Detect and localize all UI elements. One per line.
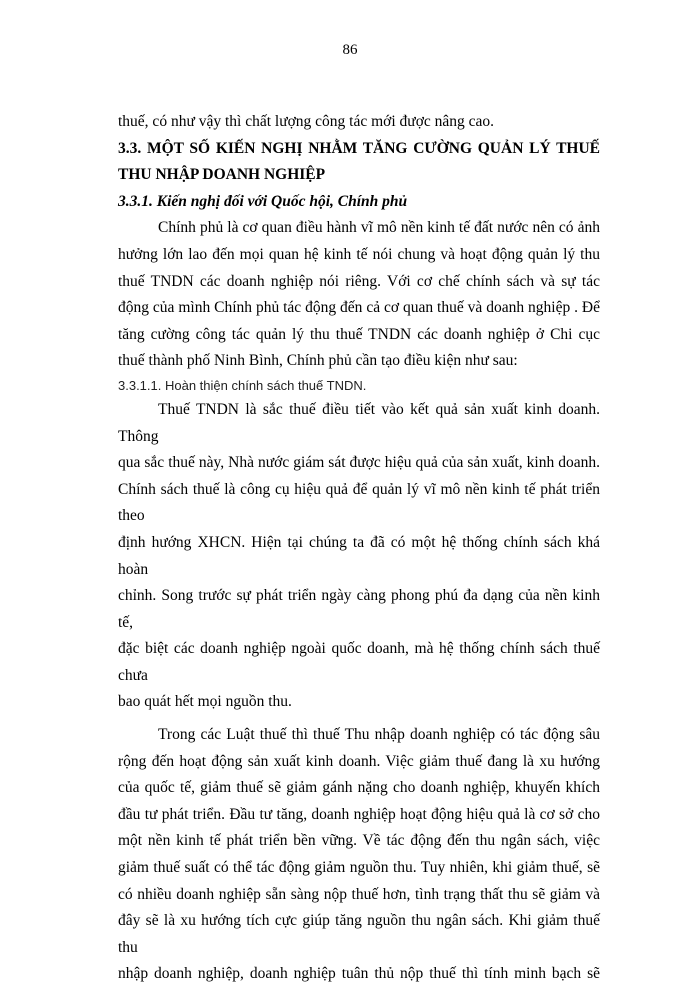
paragraph-3-line: đây sẽ là xu hướng tích cực giúp tăng nguồn thu ngân sách. Khi giảm thuế thu xyxy=(118,912,600,956)
paragraph-1-line: động của mình Chính phủ tác động đến cả cơ quan thuế và doanh nghiệp . Để xyxy=(118,299,600,317)
paragraph-3-line: Trong các Luật thuế thì thuế Thu nhập doanh nghiệp có tác động sâu xyxy=(158,726,600,744)
subsubsection-heading: 3.3.1.1. Hoàn thiện chính sách thuế TNDN. xyxy=(118,377,367,393)
paragraph-3-line: một nền kinh tế phát triển bền vững. Về tác động đến thu ngân sách, việc xyxy=(118,832,600,850)
paragraph-2 xyxy=(118,397,600,716)
paragraph-2-line: Thuế TNDN là sắc thuế điều tiết vào kết quả sản xuất kinh doanh. Thông xyxy=(118,400,600,445)
section-heading xyxy=(118,136,600,189)
paragraph-2-line: đặc biệt các doanh nghiệp ngoài quốc doanh, mà hệ thống chính sách thuế chưa xyxy=(118,640,600,684)
paragraph-1-line: thuế TNDN các doanh nghiệp nói riêng. Với cơ chế chính sách và sự tác xyxy=(118,272,600,290)
paragraph-3-line: giảm thuế suất có thể tác động giảm nguồn thu. Tuy nhiên, khi giảm thuế, sẽ xyxy=(118,859,600,877)
paragraph-2-line: bao quát hết mọi nguồn thu. xyxy=(118,693,292,711)
paragraph-1 xyxy=(118,215,600,375)
paragraph-3-line: rộng đến hoạt động sản xuất kinh doanh. Việc giảm thuế đang là xu hướng xyxy=(118,752,600,770)
paragraph-3 xyxy=(118,722,600,988)
paragraph-3-line: nhập doanh nghiệp, doanh nghiệp tuân thủ nộp thuế thì tính minh bạch sẽ xyxy=(118,965,600,983)
section-heading-line1: 3.3. MỘT SỐ KIẾN NGHỊ NHẰM TĂNG CƯỜNG QUẢN LÝ THUẾ xyxy=(118,139,600,157)
subsection-heading: 3.3.1. Kiến nghị đối với Quốc hội, Chính phủ xyxy=(118,192,408,210)
paragraph-1-line: hưởng lớn lao đến mọi quan hệ kinh tế nói chung và hoạt động quản lý thu xyxy=(118,245,600,263)
paragraph-1-line: thuế thành phố Ninh Bình, Chính phủ cần tạo điều kiện như sau: xyxy=(118,352,518,370)
paragraph-3-line: có nhiều doanh nghiệp sẵn sàng nộp thuế hơn, tình trạng thất thu sẽ giảm và xyxy=(118,885,600,903)
paragraph-2-line: qua sắc thuế này, Nhà nước giám sát được hiệu quả của sản xuất, kinh doanh. xyxy=(118,454,600,472)
paragraph-1-line: tăng cường công tác quản lý thu thuế TNDN các doanh nghiệp ở Chi cục xyxy=(118,325,600,343)
paragraph-2-line: Chính sách thuế là công cụ hiệu quả để quản lý vĩ mô nền kinh tế phát triển theo xyxy=(118,480,600,525)
paragraph-2-line: chỉnh. Song trước sự phát triển ngày càng phong phú đa dạng của nền kinh tế, xyxy=(118,587,600,631)
paragraph-3-line: của quốc tế, giảm thuế sẽ giảm gánh nặng cho doanh nghiệp, khuyến khích xyxy=(118,779,600,797)
paragraph-3-line: đầu tư phát triển. Đầu tư tăng, doanh nghiệp hoạt động hiệu quả là cơ sở cho xyxy=(118,805,600,823)
intro-line: thuế, có như vậy thì chất lượng công tác mới được nâng cao. xyxy=(118,113,495,130)
section-heading-line2: THU NHẬP DOANH NGHIỆP xyxy=(118,166,326,184)
paragraph-2-line: định hướng XHCN. Hiện tại chúng ta đã có một hệ thống chính sách khá hoàn xyxy=(118,533,600,578)
paragraph-1-line: Chính phủ là cơ quan điều hành vĩ mô nền kinh tế đất nước nên có ảnh xyxy=(158,219,600,237)
page-number: 86 xyxy=(342,42,358,58)
page-content xyxy=(118,109,600,988)
